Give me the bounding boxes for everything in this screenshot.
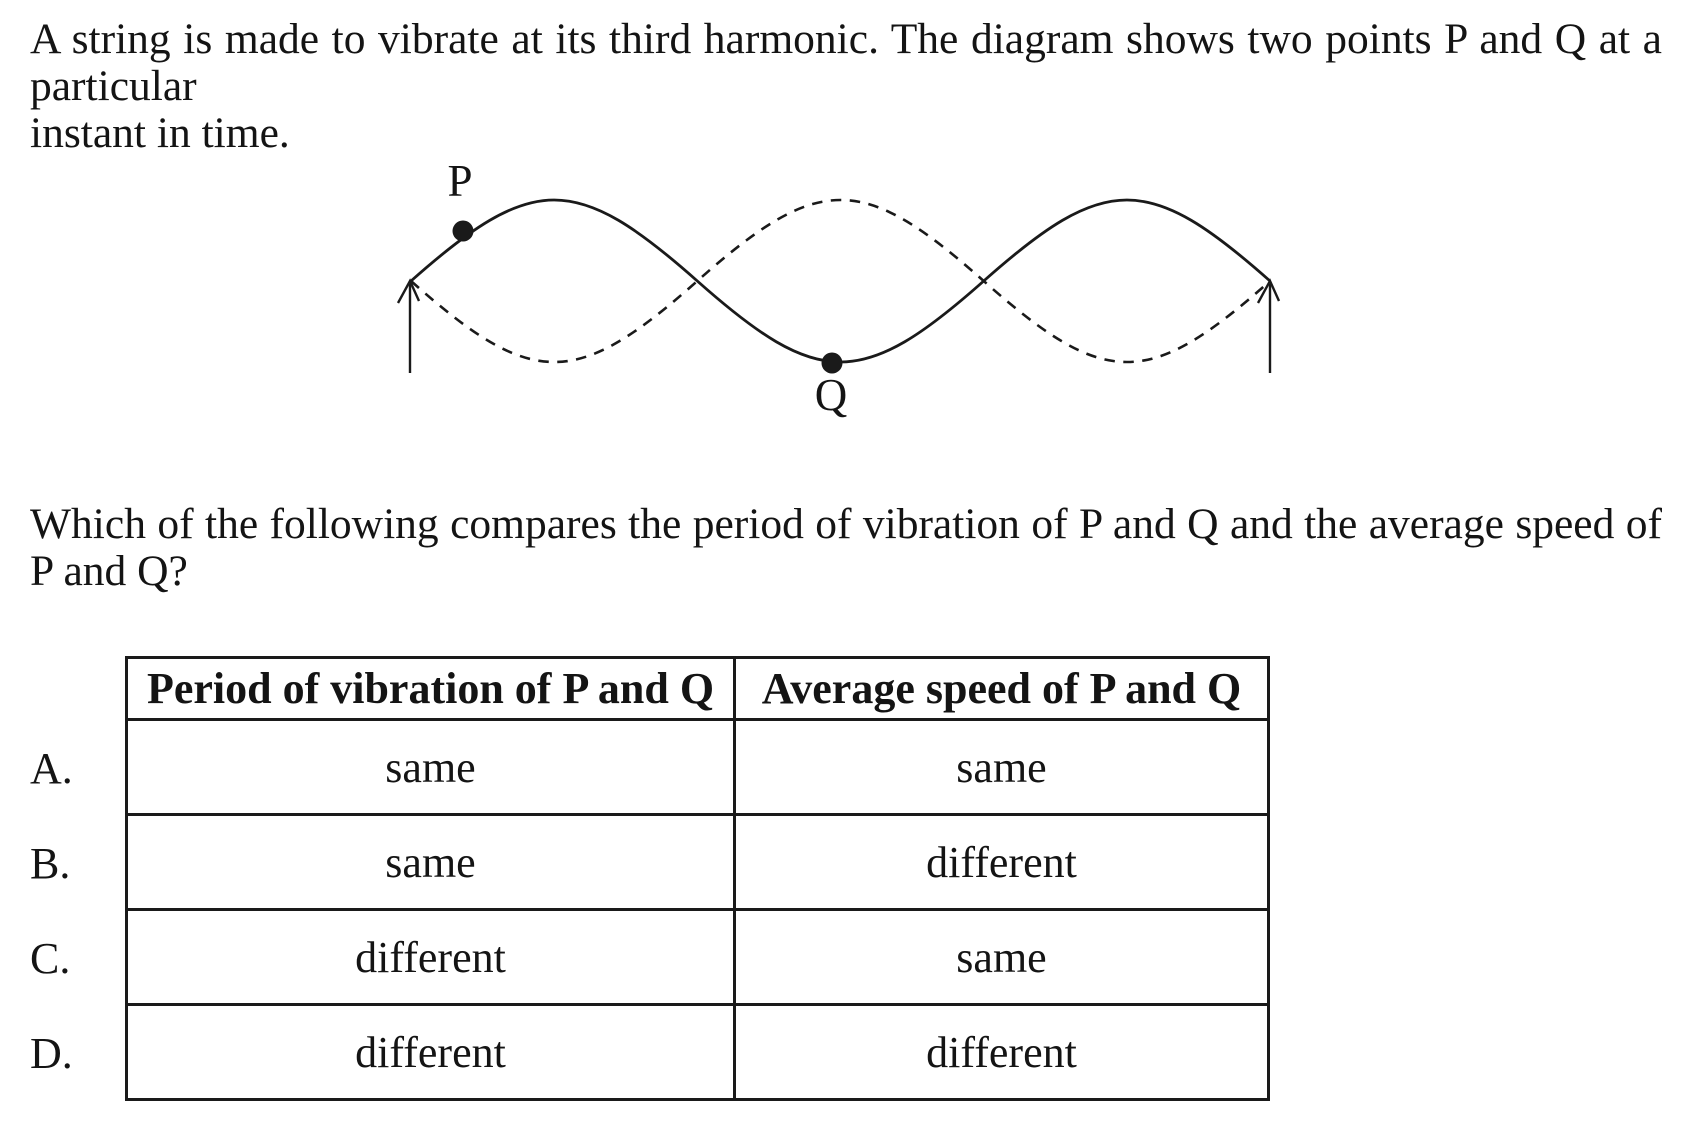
table-row-d — [127, 1005, 1269, 1100]
cell-c-period: different — [127, 910, 735, 1005]
cell-d-period: different — [127, 1005, 735, 1100]
choice-label-a: A. — [30, 743, 73, 793]
cell-d-speed: different — [735, 1005, 1269, 1100]
question-line-2: P and Q? — [30, 547, 188, 595]
wave-dashed-curve — [411, 200, 1270, 362]
cell-c-speed: same — [735, 910, 1269, 1005]
table-header-row — [127, 658, 1269, 720]
header-period: Period of vibration of P and Q — [127, 658, 735, 720]
question-paragraph — [30, 501, 1662, 595]
intro-paragraph — [30, 16, 1662, 157]
choice-label-c: C. — [30, 933, 71, 983]
table-row-c — [127, 910, 1269, 1005]
point-p-dot — [453, 221, 474, 242]
table-row-a — [127, 720, 1269, 815]
cell-a-speed: same — [735, 720, 1269, 815]
choice-label-b: B. — [30, 838, 71, 888]
up-arrow-left-icon — [398, 281, 419, 373]
cell-b-speed: different — [735, 815, 1269, 910]
cell-b-period: same — [127, 815, 735, 910]
question-line-1: Which of the following compares the period of vibration of P and Q and the average speed of — [30, 500, 1662, 548]
point-q-label: Q — [814, 370, 848, 420]
intro-line-2: instant in time. — [30, 109, 290, 157]
point-p-label: P — [447, 156, 473, 206]
wave-solid-curve — [411, 200, 1270, 362]
choice-label-d: D. — [30, 1028, 73, 1078]
standing-wave-diagram — [375, 145, 1305, 435]
up-arrow-right-icon — [1258, 281, 1279, 373]
cell-a-period: same — [127, 720, 735, 815]
intro-line-1: A string is made to vibrate at its third harmonic. The diagram shows two points P and Q at a particular — [30, 15, 1662, 110]
answer-table — [125, 656, 1270, 1101]
header-speed: Average speed of P and Q — [735, 658, 1269, 720]
table-row-b — [127, 815, 1269, 910]
